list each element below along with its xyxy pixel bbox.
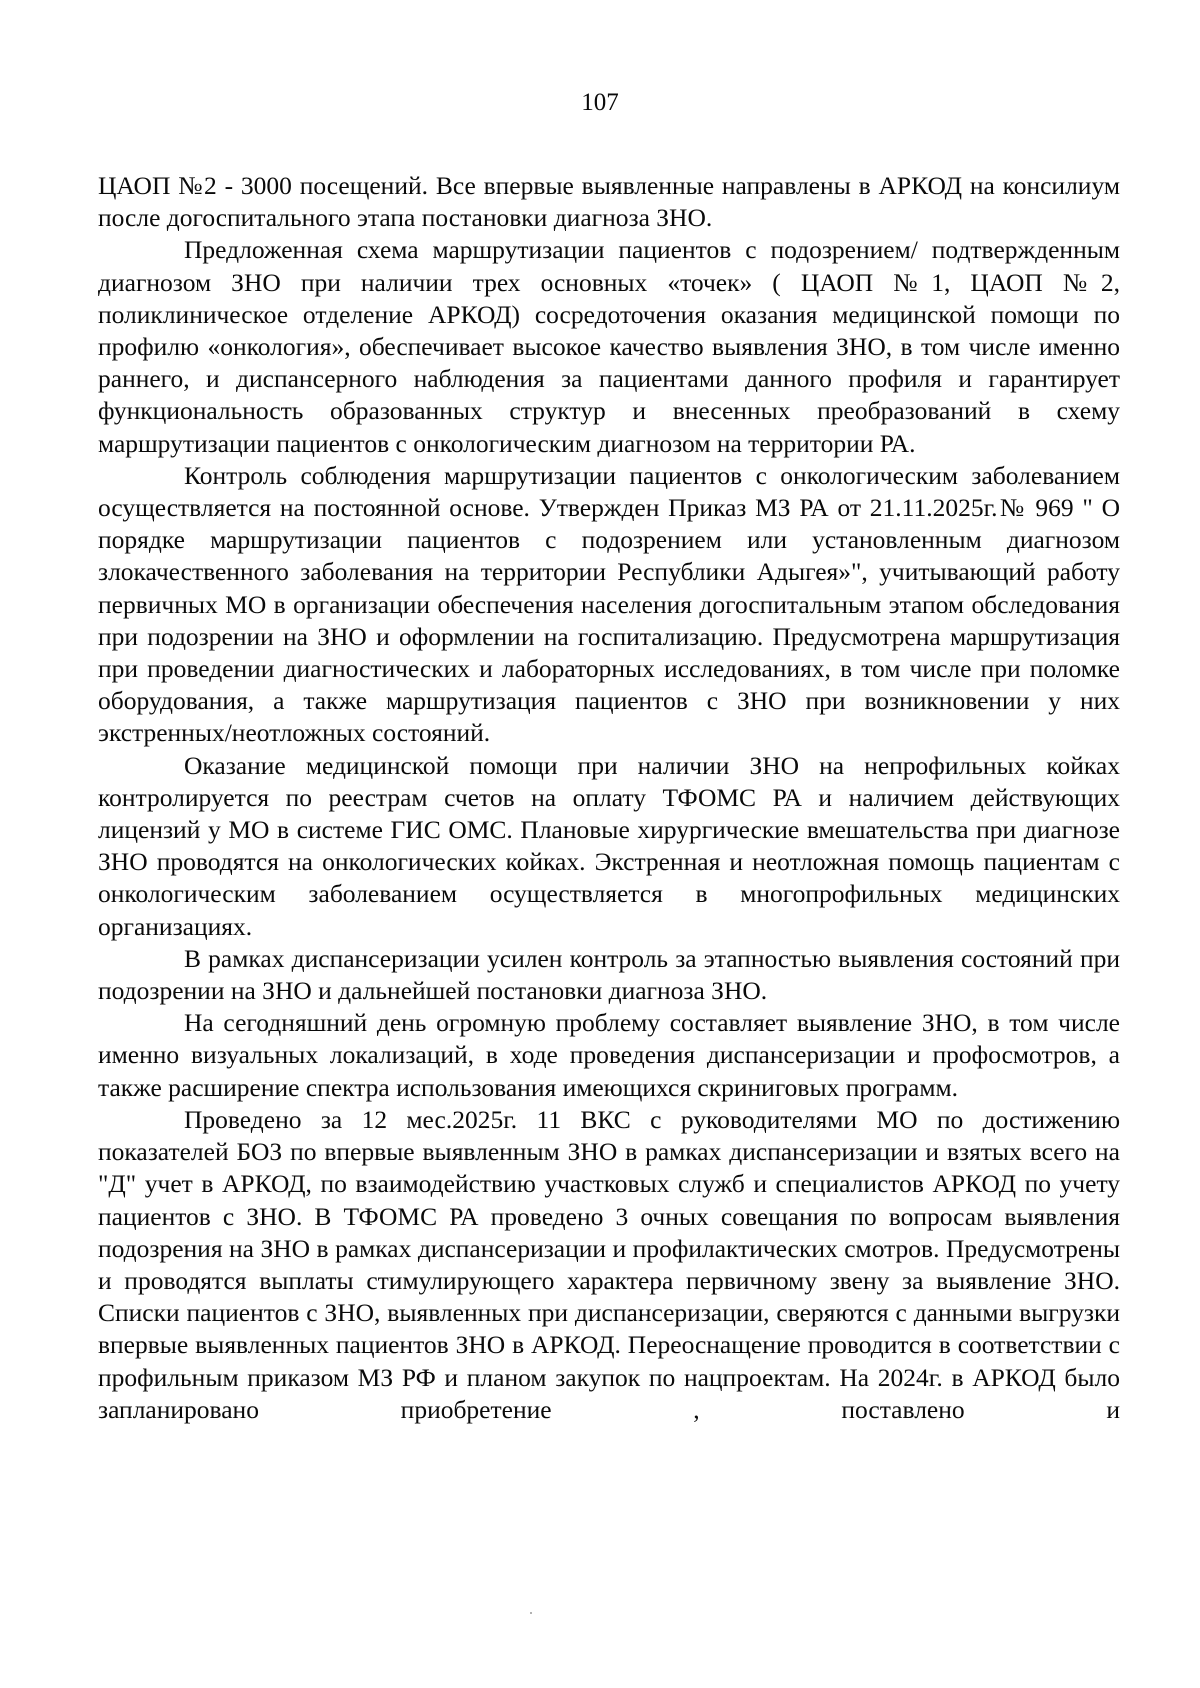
paragraph-continuation: ЦАОП №2 - 3000 посещений. Все впервые выявленные направлены в АРКОД на консилиум после догоспитального этапа постановки диагноза ЗНО. (98, 171, 1120, 233)
document-body (98, 170, 1120, 1426)
paragraph-problem: На сегодняшний день огромную проблему составляет выявление ЗНО, в том числе именно визуальных локализаций, в ходе проведения диспансеризации и профосмотров, а также расширение спектра использования имеющихся скриниговых программ. (98, 1008, 1120, 1102)
paragraph-medical-care: Оказание медицинской помощи при наличии ЗНО на непрофильных койках контролируется по реестрам счетов на оплату ТФОМС РА и наличием действующих лицензий у МО в системе ГИС ОМС. Плановые хирургические вмешательства при диагнозе ЗНО проводятся на онкологических койках. Экстренная и неотложная помощь пациентам с онкологическим заболеванием осуществляется в многопрофильных медицинских организациях. (98, 750, 1120, 941)
paragraph-routing-scheme: Предложенная схема маршрутизации пациентов с подозрением/ подтвержденным диагнозом ЗНО при наличии трех основных «точек» ( ЦАОП №1, ЦАОП №2, поликлиническое отделение АРКОД) сосредоточения оказания медицинской помощи по профилю «онкология», обеспечивает высокое качество выявления ЗНО, в том числе именно раннего, и диспансерного наблюдения за пациентами данного профиля и гарантирует функциональность образованных структур и внесенных преобразований в схему маршрутизации пациентов с онкологическим диагнозом на территории РА. (98, 235, 1120, 458)
paragraph-dispensary: В рамках диспансеризации усилен контроль за этапностью выявления состояний при подозрении на ЗНО и дальнейшей постановки диагноза ЗНО. (98, 943, 1120, 1006)
paragraph-meetings: Проведено за 12 мес.2025г. 11 ВКС с руководителями МО по достижению показателей БОЗ по впервые выявленным ЗНО в рамках диспансеризации и взятых всего на "Д" учет в АРКОД, по взаимодействию участковых служб и специалистов АРКОД по учету пациентов с ЗНО. В ТФОМС РА проведено 3 очных совещания по вопросам выявления подозрения на ЗНО в рамках диспансеризации и профилактических смотров. Предусмотрены и проводятся выплаты стимулирующего характера первичному звену за выявление ЗНО. Списки пациентов с ЗНО, выявленных при диспансеризации, сверяются с данными выгрузки впервые выявленных пациентов ЗНО в АРКОД. Переоснащение проводится в соответствии с профильным приказом МЗ РФ и планом закупок по нацпроектам. На 2024г. в АРКОД было запланировано приобретение , поставлено и (98, 1104, 1120, 1424)
paragraph-routing-control: Контроль соблюдения маршрутизации пациентов с онкологическим заболеванием осуществляется на постоянной основе. Утвержден Приказ МЗ РА от 21.11.2025г.№ 969 " О порядке маршрутизации пациентов с подозрением или установленным диагнозом злокачественного заболевания на территории Республики Адыгея»", учитывающий работу первичных МО в организации обеспечения населения догоспитальным этапом обследования при подозрении на ЗНО и оформлении на госпитализацию. Предусмотрена маршрутизация при проведении диагностических и лабораторных исследованиях, в том числе при поломке оборудования, а также маршрутизация пациентов с ЗНО при возникновении у них экстренных/неотложных состояний. (98, 460, 1120, 748)
page-number: 107 (581, 89, 619, 116)
scan-artifact (530, 1612, 532, 1614)
